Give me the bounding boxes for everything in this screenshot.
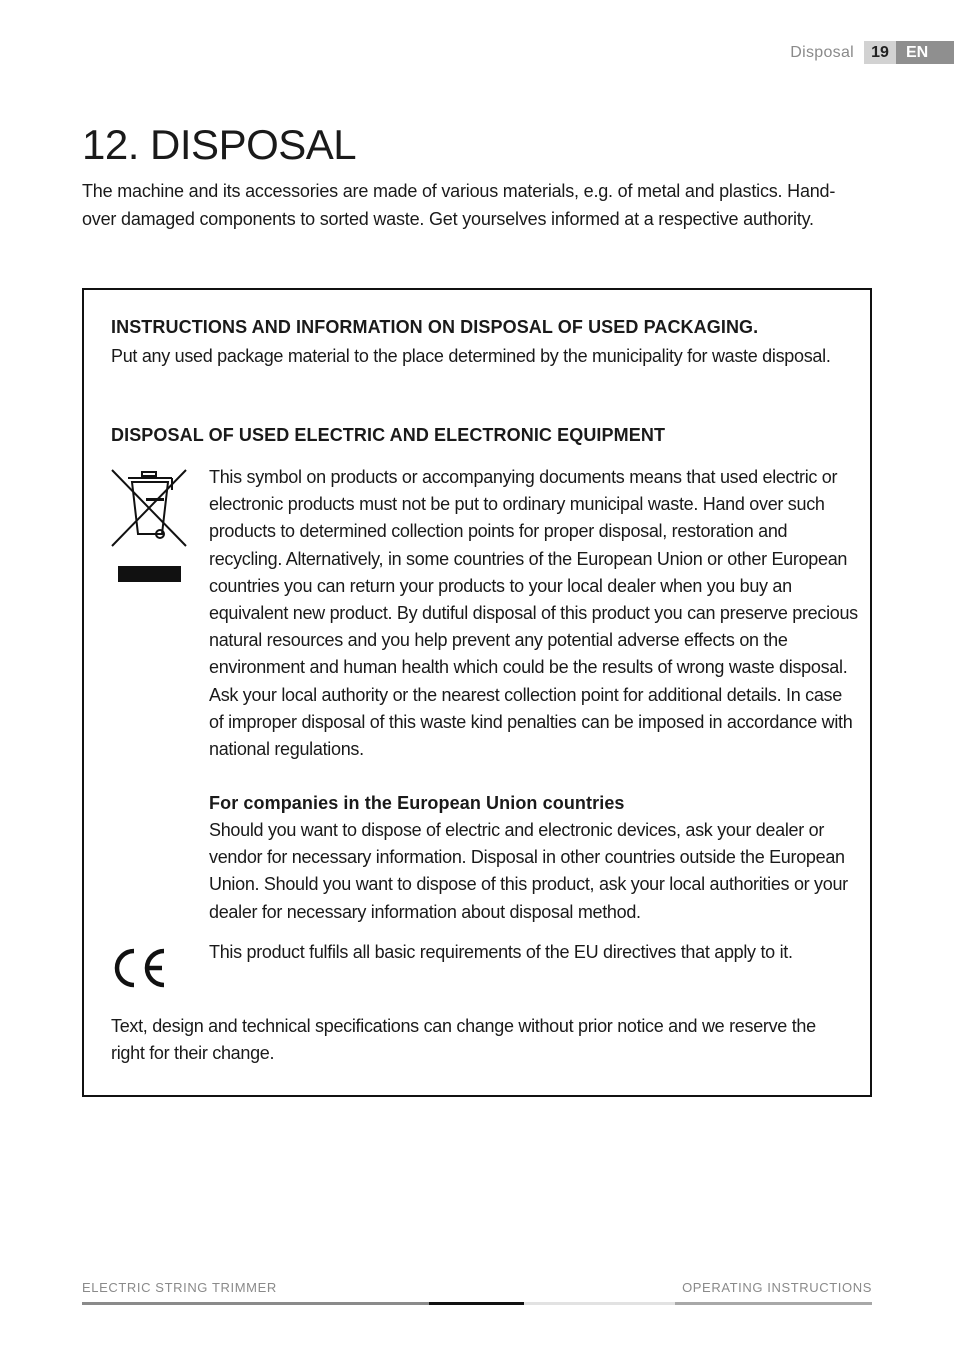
footer-bar-gray (82, 1302, 429, 1305)
eu-companies-text: Should you want to dispose of electric and electronic devices, ask your dealer or vendor for necessary information. Disposal in other countries outside the European Union. Should you want to dispose of this product, ask your local authorities or your dealer for necessary information about disposal method. (209, 820, 848, 922)
packaging-heading: INSTRUCTIONS AND INFORMATION ON DISPOSAL OF USED PACKAGING. (111, 317, 759, 337)
footer-bar-black (429, 1302, 524, 1305)
weee-text: This symbol on products or accompanying documents means that used electric or electronic products must not be put to ordinary municipal waste. Hand over such products to determined collection points for proper disposal, restoration and recycling. Alternatively, in some countries of the European Union or other European countries you can return your products to your local dealer when you buy an equivalent new product. By dutiful disposal of this product you can preserve precious natural resources and you help prevent any potential adverse effects on the environment and human health which could be the results of wrong waste disposal. Ask your local authority or the nearest collection point for additional details. In case of improper disposal of this waste kind penalties can be imposed in accordance with national regulations. (209, 467, 858, 760)
disposal-info-box (82, 288, 872, 1097)
eu-companies-heading: For companies in the European Union countries (209, 793, 625, 813)
footer-bar-light (524, 1302, 675, 1305)
ce-mark-icon (110, 946, 168, 990)
packaging-text: Put any used package material to the place determined by the municipality for waste disposal. (111, 346, 831, 366)
header-section-title: Disposal (790, 44, 854, 61)
ce-text: This product fulfils all basic requirements of the EU directives that apply to it. (209, 942, 793, 962)
footer-product-name: ELECTRIC STRING TRIMMER (82, 1280, 277, 1295)
footer-document-type: OPERATING INSTRUCTIONS (682, 1280, 872, 1295)
intro-paragraph: The machine and its accessories are made of various materials, e.g. of metal and plastics. Hand-over damaged components to sorted waste. Get yourselves informed at a respective authority. (82, 181, 836, 229)
crossed-out-wheelie-bin-icon (110, 468, 190, 548)
weee-heading: DISPOSAL OF USED ELECTRIC AND ELECTRONIC EQUIPMENT (111, 425, 666, 445)
header-language: EN (896, 41, 954, 64)
footer-bar-mid (675, 1302, 872, 1305)
page-title: 12. DISPOSAL (82, 121, 357, 168)
header-page-number: 19 (864, 41, 896, 64)
notice-text: Text, design and technical specifications can change without prior notice and we reserve the right for their change. (111, 1016, 816, 1064)
weee-black-bar (118, 566, 181, 582)
page-header (790, 41, 954, 64)
